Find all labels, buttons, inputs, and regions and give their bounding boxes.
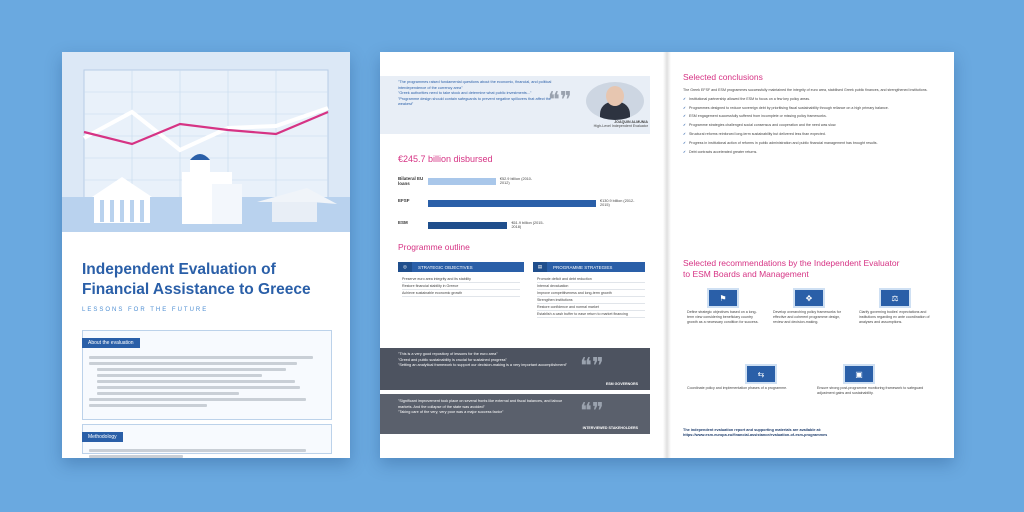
handshake-icon: ⇆ bbox=[745, 364, 777, 384]
top-quotes bbox=[398, 80, 558, 108]
quote-7: "Significant improvement took place on several fronts like external and fiscal balances, and labour markets. And the collapse of the state was avoided" bbox=[398, 399, 563, 409]
governors-attribution: ESM GOVERNORS bbox=[605, 382, 638, 386]
recommendations-heading bbox=[683, 258, 899, 280]
bar-value: €61.9 billion (2015-2018) bbox=[511, 221, 544, 229]
methodology-box bbox=[82, 424, 332, 454]
attribution-role: High-Level Independent Evaluator bbox=[593, 124, 648, 128]
quote-mark-icon: ❝❞ bbox=[580, 354, 604, 379]
cover-title-line2: Financial Assistance to Greece bbox=[82, 281, 311, 298]
conclusion-item: ✓ Debt contracts accelerated greater returns. bbox=[683, 149, 758, 154]
inner-left-page bbox=[380, 52, 667, 458]
cover-subtitle: LESSONS FOR THE FUTURE bbox=[82, 307, 209, 313]
inner-right-page bbox=[667, 52, 954, 458]
conclusion-item: ✓ Structural reforms reinforced long-term sustainability but delivered less than expected. bbox=[683, 131, 826, 136]
bar-value: €52.9 billion (2010-2012) bbox=[499, 177, 533, 185]
recommendation-5: Ensure strong post-programme monitoring framework to safeguard adjustment gains and sustainability. bbox=[817, 386, 924, 395]
scale-icon: ⚖ bbox=[879, 288, 911, 308]
objectives-label: STRATEGIC OBJECTIVES bbox=[418, 264, 473, 270]
list-item: Strengthen institutions bbox=[537, 297, 645, 304]
list-item: Restore financial stability in Greece bbox=[402, 283, 520, 290]
about-text bbox=[83, 349, 331, 414]
stakeholders-quote-box bbox=[380, 394, 650, 434]
list-item: Internal devaluation bbox=[537, 283, 645, 290]
bar bbox=[428, 200, 596, 207]
list-item: Establish a cash buffer to ease return to market financing bbox=[537, 311, 645, 318]
conclusions-heading: Selected conclusions bbox=[683, 72, 763, 82]
brochure-spread bbox=[380, 52, 954, 458]
bar bbox=[428, 222, 507, 229]
quote-6: "Setting an analytical framework to support our decision-making is a very important accomplishment" bbox=[398, 363, 567, 367]
recommendation-4: Coordinate policy and implementation phases of a programme. bbox=[687, 386, 788, 390]
bar-value: €130.9 billion (2012-2015) bbox=[600, 199, 635, 207]
about-box bbox=[82, 330, 332, 420]
quote-attribution bbox=[560, 120, 648, 128]
stakeholders-attribution: INTERVIEWED STAKEHOLDERS bbox=[582, 426, 638, 430]
quote-1: "The programmes raised fundamental questions about the economic, financial, and political interdependence of the currency area" bbox=[398, 80, 552, 90]
methodology-heading: Methodology bbox=[82, 432, 123, 442]
governors-quote-box bbox=[380, 348, 650, 390]
cover-chart-graphic bbox=[62, 52, 350, 232]
strategies-list bbox=[537, 276, 645, 318]
strategies-header bbox=[533, 262, 645, 272]
list-item: Promote deficit and debt reduction bbox=[537, 276, 645, 283]
quote-8: "Taking care of the very, very poor was a major success factor" bbox=[398, 410, 504, 414]
brochure-cover bbox=[62, 52, 350, 458]
flag-icon: ⚑ bbox=[707, 288, 739, 308]
monitor-icon: ▣ bbox=[843, 364, 875, 384]
quote-2: "Greek authorities need to take stock and determine what public investments..." bbox=[398, 91, 532, 95]
attribution-name: JOAQUIN ALMUNIA bbox=[614, 120, 648, 124]
conclusions-intro: The Greek EFSF and ESM programmes successfully maintained the integrity of euro area, stabilised Greek public finances, and strengthened institutions. bbox=[683, 88, 928, 92]
objectives-list bbox=[402, 276, 520, 297]
quote-mark-icon: ❝❞ bbox=[580, 399, 604, 424]
objectives-header bbox=[398, 262, 524, 272]
footer-text: The independent evaluation report and supporting materials are available at: bbox=[683, 428, 822, 432]
conclusions-body bbox=[683, 88, 939, 158]
list-item: Restore confidence and normal market bbox=[537, 304, 645, 311]
list-item: Improve competitiveness and long-term growth bbox=[537, 290, 645, 297]
stakeholder-quotes bbox=[398, 399, 568, 416]
recommendation-1: Define strategic objectives based on a long-term view considering beneficiary country growth as a necessary condition for success. bbox=[687, 310, 759, 324]
quote-3: "Programme design should contain safeguards to prevent negative spillovers that affect the weakest" bbox=[398, 96, 552, 106]
bar-label: EFSF bbox=[398, 198, 410, 203]
quote-4: "This is a very good repository of lessons for the euro area" bbox=[398, 352, 498, 356]
bar-label: ESM bbox=[398, 220, 408, 225]
conclusion-item: ✓ Programme strategies challenged social consensus and cooperation and the need was slow. bbox=[683, 123, 837, 128]
bar-label: Bilateral EU loans bbox=[398, 176, 424, 186]
list-item: Achieve sustainable economic growth bbox=[402, 290, 520, 297]
about-heading: About the evaluation bbox=[82, 338, 140, 348]
governors-quotes bbox=[398, 352, 568, 369]
recs-heading-line1: Selected recommendations by the Independent Evaluator bbox=[683, 258, 900, 268]
recommendation-3: Clarify governing bodies' expectations and institutions regarding ex ante coordination of analyses and assumptions. bbox=[859, 310, 930, 324]
recs-heading-line2: to ESM Boards and Management bbox=[683, 269, 809, 279]
disbursed-heading: €245.7 billion disbursed bbox=[398, 154, 493, 164]
conclusion-item: ✓ Progress in institutional action of reforms in public administration and public financial management has brought results. bbox=[683, 140, 878, 145]
avatar bbox=[586, 82, 644, 120]
conclusion-item: ✓ Programmes designed to reduce sovereign debt by prioritising fiscal sustainability through reliance on a high primary balance. bbox=[683, 105, 889, 110]
target-icon: ◎ bbox=[398, 262, 412, 272]
document-icon: ▤ bbox=[533, 262, 547, 272]
quote-5: "Greed and public sustainability is crucial for sustained progress" bbox=[398, 357, 507, 362]
outline-heading: Programme outline bbox=[398, 242, 470, 252]
quote-mark-icon: ❝❞ bbox=[548, 88, 572, 113]
list-item: Preserve euro area integrity and its stability bbox=[402, 276, 520, 283]
conclusion-item: ✓ ESM engagement successfully suffered from incomplete or missing policy frameworks. bbox=[683, 114, 827, 119]
quote-band bbox=[380, 76, 650, 134]
conclusion-item: ✓ Institutional partnership allowed the ESM to focus on a few key policy areas. bbox=[683, 96, 811, 101]
compass-icon: ✥ bbox=[793, 288, 825, 308]
recommendation-2: Develop overarching policy frameworks for effective and coherent programme design, review and decision-making. bbox=[773, 310, 841, 324]
report-link[interactable]: https://www.esm.europa.eu/financial-assistance/evaluation-of-esm-programmes bbox=[683, 433, 828, 437]
bar bbox=[428, 178, 496, 185]
strategies-label: PROGRAMME STRATEGIES bbox=[553, 264, 613, 270]
cover-title bbox=[82, 260, 332, 300]
report-footer bbox=[683, 428, 939, 438]
cover-illustration bbox=[62, 52, 350, 232]
cover-title-line1: Independent Evaluation of bbox=[82, 261, 276, 278]
